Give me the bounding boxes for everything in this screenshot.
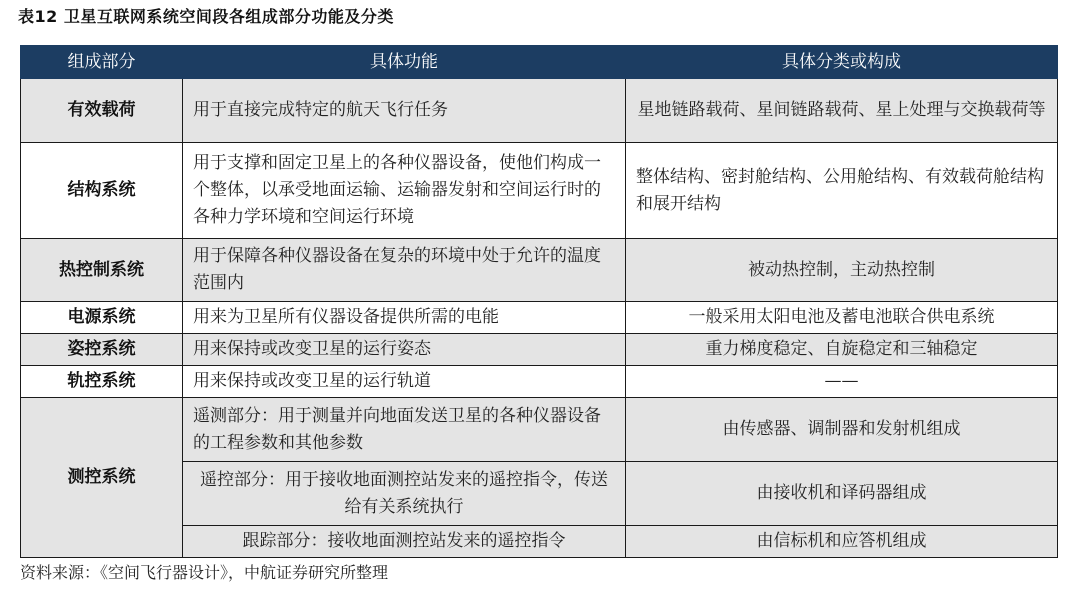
classification-cell: 一般采用太阳电池及蓄电池联合供电系统 [626,302,1058,334]
table-title: 表12 卫星互联网系统空间段各组成部分功能及分类 [18,7,394,26]
header-classification: 具体分类或构成 [626,46,1058,79]
source-note: 资料来源：《空间飞行器设计》，中航证券研究所整理 [20,563,389,582]
part-cell: 测控系统 [21,398,183,558]
part-cell: 姿控系统 [21,334,183,366]
table-row [21,366,1058,398]
function-table [20,45,1058,558]
function-cell: 遥测部分：用于测量并向地面发送卫星的各种仪器设备的工程参数和其他参数 [183,398,626,462]
part-cell: 轨控系统 [21,366,183,398]
classification-cell: 由接收机和译码器组成 [626,462,1058,526]
table-row [21,239,1058,302]
classification-cell: 重力梯度稳定、自旋稳定和三轴稳定 [626,334,1058,366]
function-cell: 遥控部分：用于接收地面测控站发来的遥控指令，传送给有关系统执行 [183,462,626,526]
table-row [21,334,1058,366]
function-cell: 用于支撑和固定卫星上的各种仪器设备，使他们构成一个整体，以承受地面运输、运输器发射和空间运行时的各种力学环境和空间运行环境 [183,143,626,239]
function-cell: 用来保持或改变卫星的运行轨道 [183,366,626,398]
table-row [21,398,1058,462]
part-cell: 结构系统 [21,143,183,239]
header-function: 具体功能 [183,46,626,79]
classification-cell: 由传感器、调制器和发射机组成 [626,398,1058,462]
classification-cell: 星地链路载荷、星间链路载荷、星上处理与交换载荷等 [626,79,1058,143]
classification-cell: 整体结构、密封舱结构、公用舱结构、有效载荷舱结构和展开结构 [626,143,1058,239]
table-row [21,143,1058,239]
function-cell: 用来保持或改变卫星的运行姿态 [183,334,626,366]
table-row [21,79,1058,143]
header-part: 组成部分 [21,46,183,79]
table-row [21,302,1058,334]
function-cell: 跟踪部分：接收地面测控站发来的遥控指令 [183,526,626,558]
function-cell: 用来为卫星所有仪器设备提供所需的电能 [183,302,626,334]
header-row [21,46,1058,79]
function-cell: 用于直接完成特定的航天飞行任务 [183,79,626,143]
part-cell: 热控制系统 [21,239,183,302]
part-cell: 电源系统 [21,302,183,334]
classification-cell: 由信标机和应答机组成 [626,526,1058,558]
part-cell: 有效载荷 [21,79,183,143]
classification-cell: —— [626,366,1058,398]
classification-cell: 被动热控制，主动热控制 [626,239,1058,302]
function-cell: 用于保障各种仪器设备在复杂的环境中处于允许的温度范围内 [183,239,626,302]
